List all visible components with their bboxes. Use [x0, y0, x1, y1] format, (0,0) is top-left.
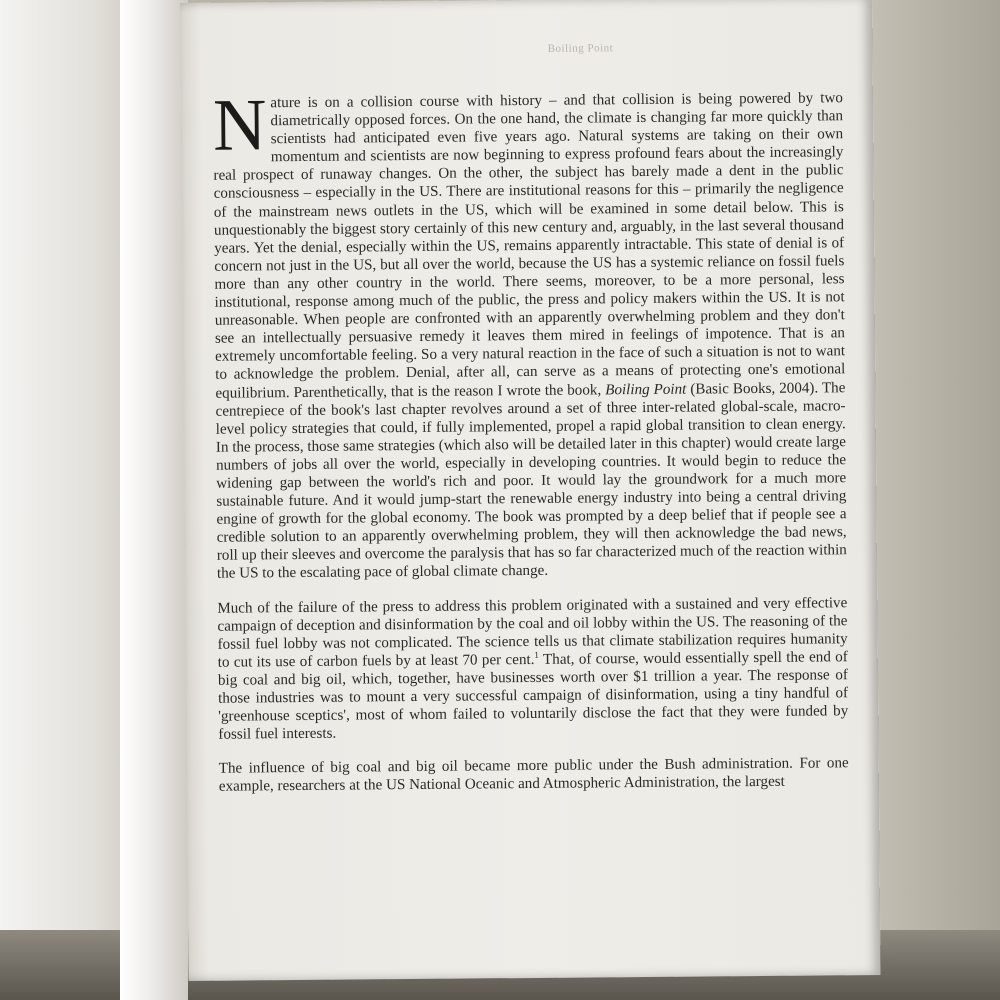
paragraph-2-text-rest: That, of course, would essentially spell the end of big coal and big oil, which, together, have businesses worth over $1 trillion a year. The response of those industries was to mount a very successful campaign of disinformation, using a tiny handful of 'greenhouse sceptics', most of whom failed to voluntarily disclose the fact that they were funded by fossil fuel interests.: [217, 649, 849, 743]
book-page: [180, 0, 881, 981]
footnote-marker: 1: [534, 649, 539, 660]
background-right: [870, 0, 1000, 1000]
paragraph-2: [217, 594, 848, 744]
paragraph-1-text-rest: (Basic Books, 2004). The centrepiece of the book's last chapter revolves around a set of three inter-related global-scale, macro-level policy strategies that could, if fully implemented, propel a rapid global transition to clean energy. In the process, those same strategies (which also will be detailed later in this chapter) would create large numbers of jobs all over the world, especially in developing countries. It would begin to reduce the widening gap between the world's rich and poor. It would lay the groundwork for a much more sustainable future. And it would jump-start the renewable energy industry into being a central driving engine of growth for the global economy. The book was prompted by a deep belief that if people see a credible solution to an apparently overwhelming problem, they will then acknowledge the bad news, roll up their sleeves and overcome the paralysis that has so far characterized much of the reaction within the US to the escalating pace of global climate change.: [215, 379, 847, 583]
book-gutter: [120, 0, 188, 1000]
paragraph-1: [212, 84, 847, 583]
background-left: [0, 0, 135, 1000]
drop-cap: N: [212, 84, 267, 167]
body-text: [212, 84, 849, 812]
paragraph-1-text: ature is on a collision course with history – and that collision is being powered by two diametrically opposed forces. On the one hand, the climate is changing far more quickly than scientists had anticipated even five years ago. Natural systems are taking on their own momentum and scientists are now beginning to express profound fears about the increasingly real prospect of runaway changes. On the other, the subject has barely made a dent in the public consciousness – especially in the US. There are institutional reasons for this – primarily the negligence of the mainstream news outlets in the US, which will be examined in some detail below. This is unquestionably the biggest story certainly of this new century and, arguably, in the last several thousand years. Yet the denial, especially within the US, remains apparently intractable. This state of denial is of concern not just in the US, but all over the world, because the US has a systemic reliance on fossil fuels more than any other country in the world. There seems, moreover, to be a more personal, less institutional, response among much of the public, the press and policy makers within the US. It is not unreasonable. When people are confronted with an apparently overwhelming problem and they don't see an intellectually persuasive remedy it leaves them mired in feelings of impotence. That is an extremely uncomfortable feeling. So a very natural reaction in the face of such a situation is not to want to acknowledge the problem. Denial, after all, can serve as a means of protecting one's emotional equilibrium. Parenthetically, that is the reason I wrote the book,: [213, 90, 846, 402]
running-head: Boiling Point: [547, 42, 614, 55]
paragraph-3: The influence of big coal and big oil became more public under the Bush administration. For one example, researchers at the US National Oceanic and Atmospheric Administration, the largest: [218, 755, 849, 796]
book-title: Boiling Point: [605, 381, 687, 398]
paragraph-2-text: Much of the failure of the press to address this problem originated with a sustained and very effective campaign of deception and disinformation by the coal and oil lobby within the US. The reasoning of the fossil fuel lobby was not complicated. The science tells us that climate stabilization requires humanity to cut its use of carbon fuels by at least 70 per cent.: [217, 594, 848, 671]
